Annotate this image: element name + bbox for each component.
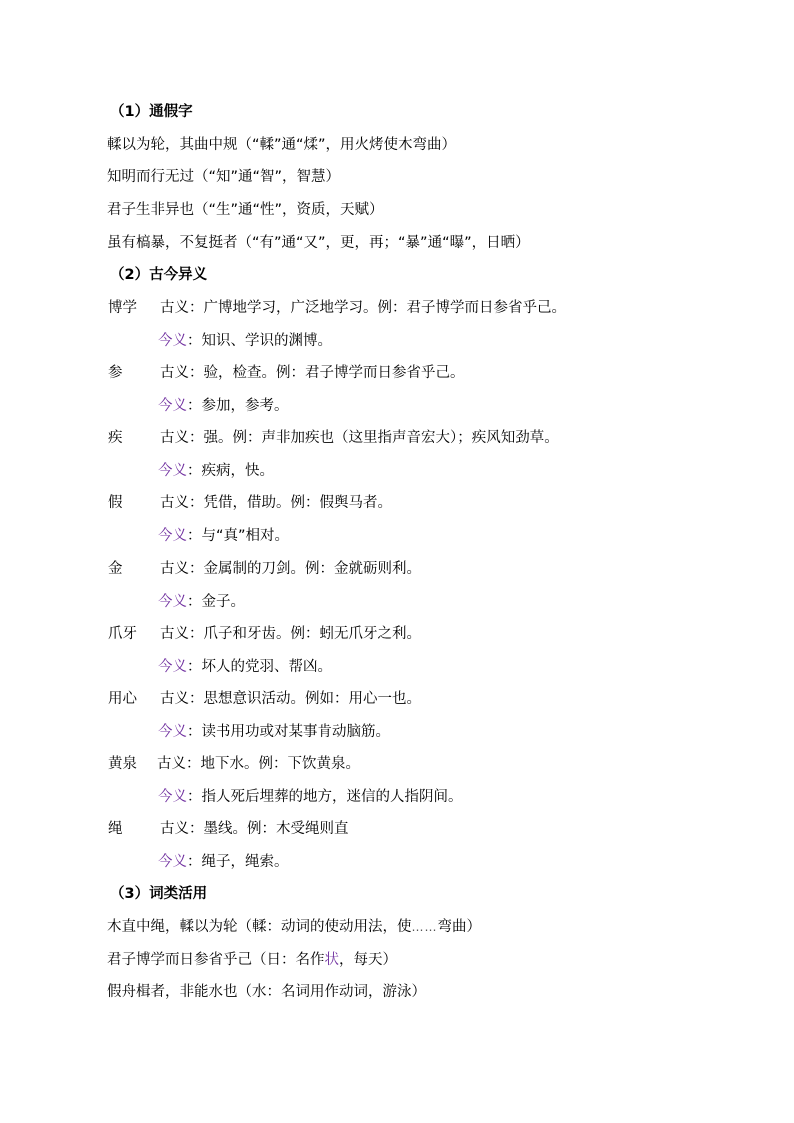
vocab-modern-meaning: [158, 325, 332, 357]
modern-label: 今义: [158, 398, 187, 414]
modern-label: 今义: [158, 659, 187, 675]
vocab-ancient-meaning: 古义：地下水。例：下饮黄泉。: [157, 756, 360, 772]
vocab-term: 金: [108, 561, 123, 577]
modern-label: 今义: [158, 594, 187, 610]
tongjiazi-line-3: 君子生非异也（“生”通“性”，资质，天赋）: [107, 202, 384, 218]
vocab-term: 绳: [108, 821, 123, 837]
tongjiazi-line-1: 輮以为轮，其曲中规（“輮”通“煣”，用火烤使木弯曲）: [107, 137, 457, 153]
cileihuoyong-line-3: 假舟楫者，非能水也（水：名词用作动词，游泳）: [107, 984, 426, 1000]
modern-text: ：与“真”相对。: [187, 528, 290, 544]
vocab-ancient-meaning: 古义：凭借，借助。例：假舆马者。: [160, 495, 392, 511]
vocab-ancient-meaning: 古义：验，检查。例：君子博学而日参省乎己。: [160, 365, 465, 381]
line-text: 木直中绳，輮以为轮（輮：动词的使动用法，使: [107, 919, 412, 935]
vocab-modern-meaning: [158, 716, 390, 748]
modern-text: ：疾病，快。: [187, 463, 274, 479]
vocab-modern-meaning: [158, 455, 274, 487]
tongjiazi-line-4: 虽有槁暴，不复挺者（“有”通“又”，更，再；“暴”通“曝”，日晒）: [107, 235, 530, 251]
modern-label: 今义: [158, 724, 187, 740]
modern-label: 今义: [158, 333, 187, 349]
vocab-term: 疾: [108, 430, 123, 446]
cileihuoyong-line-2: [107, 944, 397, 976]
vocab-ancient-meaning: 古义：强。例：声非加疾也（这里指声音宏大）；疾风知劲草。: [160, 430, 559, 446]
vocab-ancient-meaning: 古义：广博地学习，广泛地学习。例：君子博学而日参省乎己。: [160, 300, 566, 316]
vocab-modern-meaning: [158, 520, 289, 552]
vocab-term: 黄泉: [108, 756, 137, 772]
modern-label: 今义: [158, 854, 187, 870]
vocab-term: 假: [108, 495, 123, 511]
vocab-modern-meaning: [158, 586, 245, 618]
ellipsis: ……: [411, 920, 438, 934]
vocab-term: 参: [108, 365, 123, 381]
vocab-ancient-meaning: 古义：金属制的刀剑。例：金就砺则利。: [160, 561, 421, 577]
section-heading-gujinyiyi: （2）古今异义: [110, 267, 208, 283]
line-text: ，每天）: [339, 952, 397, 968]
modern-label: 今义: [158, 528, 187, 544]
section-heading-cileihuoyong: （3）词类活用: [110, 886, 208, 902]
modern-text: ：参加，参考。: [187, 398, 289, 414]
tongjiazi-line-2: 知明而行无过（“知”通“智”，智慧）: [107, 169, 341, 185]
modern-text: ：坏人的党羽、帮凶。: [187, 659, 332, 675]
vocab-term: 用心: [108, 691, 137, 707]
modern-text: ：指人死后埋葬的地方，迷信的人指阴间。: [187, 789, 463, 805]
vocab-modern-meaning: [158, 781, 463, 813]
vocab-modern-meaning: [158, 651, 332, 683]
modern-text: ：知识、学识的渊博。: [187, 333, 332, 349]
vocab-ancient-meaning: 古义：思想意识活动。例如：用心一也。: [160, 691, 421, 707]
section-heading-tongjiazi: （1）通假字: [110, 104, 193, 120]
vocab-modern-meaning: [158, 390, 289, 422]
vocab-modern-meaning: [158, 846, 289, 878]
vocab-term: 博学: [108, 300, 137, 316]
highlighted-char: 状: [324, 952, 339, 968]
vocab-ancient-meaning: 古义：墨线。例：木受绳则直: [160, 821, 349, 837]
vocab-term: 爪牙: [108, 626, 137, 642]
cileihuoyong-line-1: [107, 911, 481, 943]
modern-label: 今义: [158, 789, 187, 805]
line-text: 君子博学而日参省乎己（日：名作: [107, 952, 325, 968]
modern-text: ：金子。: [187, 594, 245, 610]
vocab-ancient-meaning: 古义：爪子和牙齿。例：蚓无爪牙之利。: [160, 626, 421, 642]
modern-text: ：读书用功或对某事肯动脑筋。: [187, 724, 390, 740]
modern-text: ：绳子，绳索。: [187, 854, 289, 870]
line-text: 弯曲）: [437, 919, 481, 935]
modern-label: 今义: [158, 463, 187, 479]
